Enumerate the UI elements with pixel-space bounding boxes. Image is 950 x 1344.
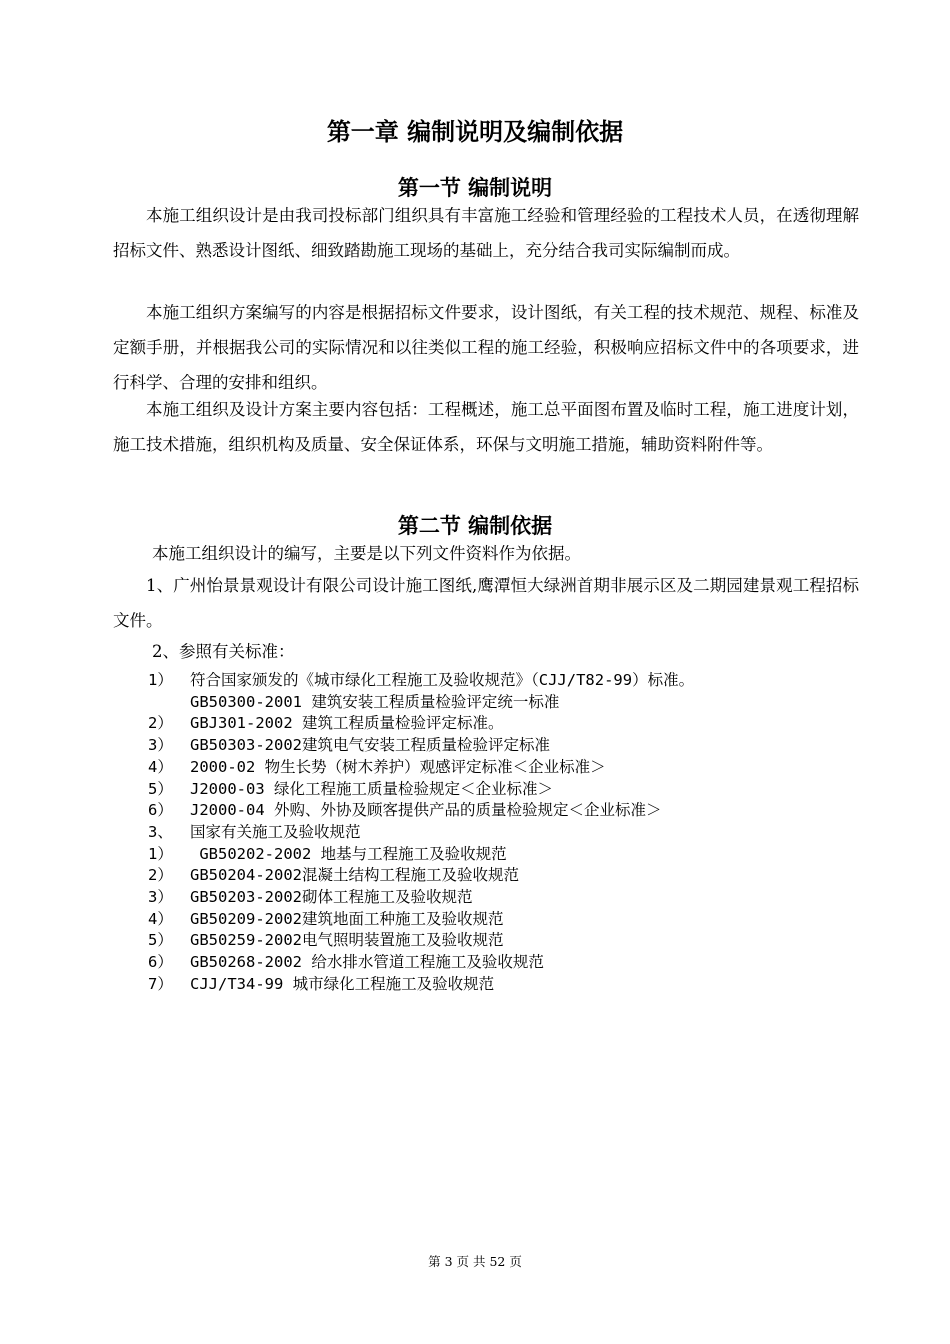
section1-paragraph-1: 本施工组织设计是由我司投标部门组织具有丰富施工经验和管理经验的工程技术人员，在透彻理解招标文件、熟悉设计图纸、细致踏勘施工现场的基础上，充分结合我司实际编制而成。 — [113, 206, 859, 260]
section1-paragraph-3: 本施工组织及设计方案主要内容包括：工程概述，施工总平面图布置及临时工程，施工进度计划，施工技术措施，组织机构及质量、安全保证体系，环保与文明施工措施，辅助资料附件等。 — [113, 400, 859, 454]
section2-item-2: 2、参照有关标准： — [152, 642, 295, 661]
list-item: 6） J2000-04 外购、外协及顾客提供产品的质量检验规定＜企业标准＞ — [148, 801, 662, 820]
list-item: 4） 2000-02 物生长势（树木养护）观感评定标准＜企业标准＞ — [148, 757, 606, 776]
section1-title: 第一节 编制说明 — [397, 175, 553, 200]
list-item: 3） GB50203-2002砌体工程施工及验收规范 — [148, 888, 473, 907]
list-item: 6） GB50268-2002 给水排水管道工程施工及验收规范 — [148, 953, 544, 972]
list-item: GB50300-2001 建筑安装工程质量检验评定统一标准 — [190, 692, 560, 711]
list-item: 1） GB50202-2002 地基与工程施工及验收规范 — [148, 844, 507, 863]
list-item: 2） GB50204-2002混凝土结构工程施工及验收规范 — [148, 866, 519, 885]
page-number-footer: 第 3 页 共 52 页 — [428, 1254, 522, 1269]
list-item: 3） GB50303-2002建筑电气安装工程质量检验评定标准 — [148, 736, 550, 755]
chapter-title: 第一章 编制说明及编制依据 — [326, 117, 624, 146]
list-item: 1） 符合国家颁发的《城市绿化工程施工及验收规范》（CJJ/T82-99）标准。 — [148, 671, 695, 689]
list-item: 5） J2000-03 绿化工程施工质量检验规定＜企业标准＞ — [148, 779, 553, 798]
list-item: 3、 国家有关施工及验收规范 — [148, 822, 361, 841]
list-item: 7） CJJ/T34-99 城市绿化工程施工及验收规范 — [148, 974, 495, 993]
list-item: 4） GB50209-2002建筑地面工种施工及验收规范 — [148, 909, 504, 928]
section2-item-1: 1、广州怡景景观设计有限公司设计施工图纸,鹰潭恒大绿洲首期非展示区及二期园建景观工程招标文件。 — [113, 576, 859, 630]
standards-list — [148, 670, 868, 996]
list-item: 2） GBJ301-2002 建筑工程质量检验评定标准。 — [148, 714, 504, 733]
section2-title: 第二节 编制依据 — [397, 513, 553, 538]
list-item: 5） GB50259-2002电气照明装置施工及验收规范 — [148, 931, 504, 950]
section1-paragraph-2: 本施工组织方案编写的内容是根据招标文件要求，设计图纸，有关工程的技术规范、规程、标准及定额手册，并根据我公司的实际情况和以往类似工程的施工经验，积极响应招标文件中的各项要求，进行科学、合理的安排和组织。 — [113, 303, 859, 392]
section2-intro: 本施工组织设计的编写，主要是以下列文件资料作为依据。 — [152, 544, 581, 563]
